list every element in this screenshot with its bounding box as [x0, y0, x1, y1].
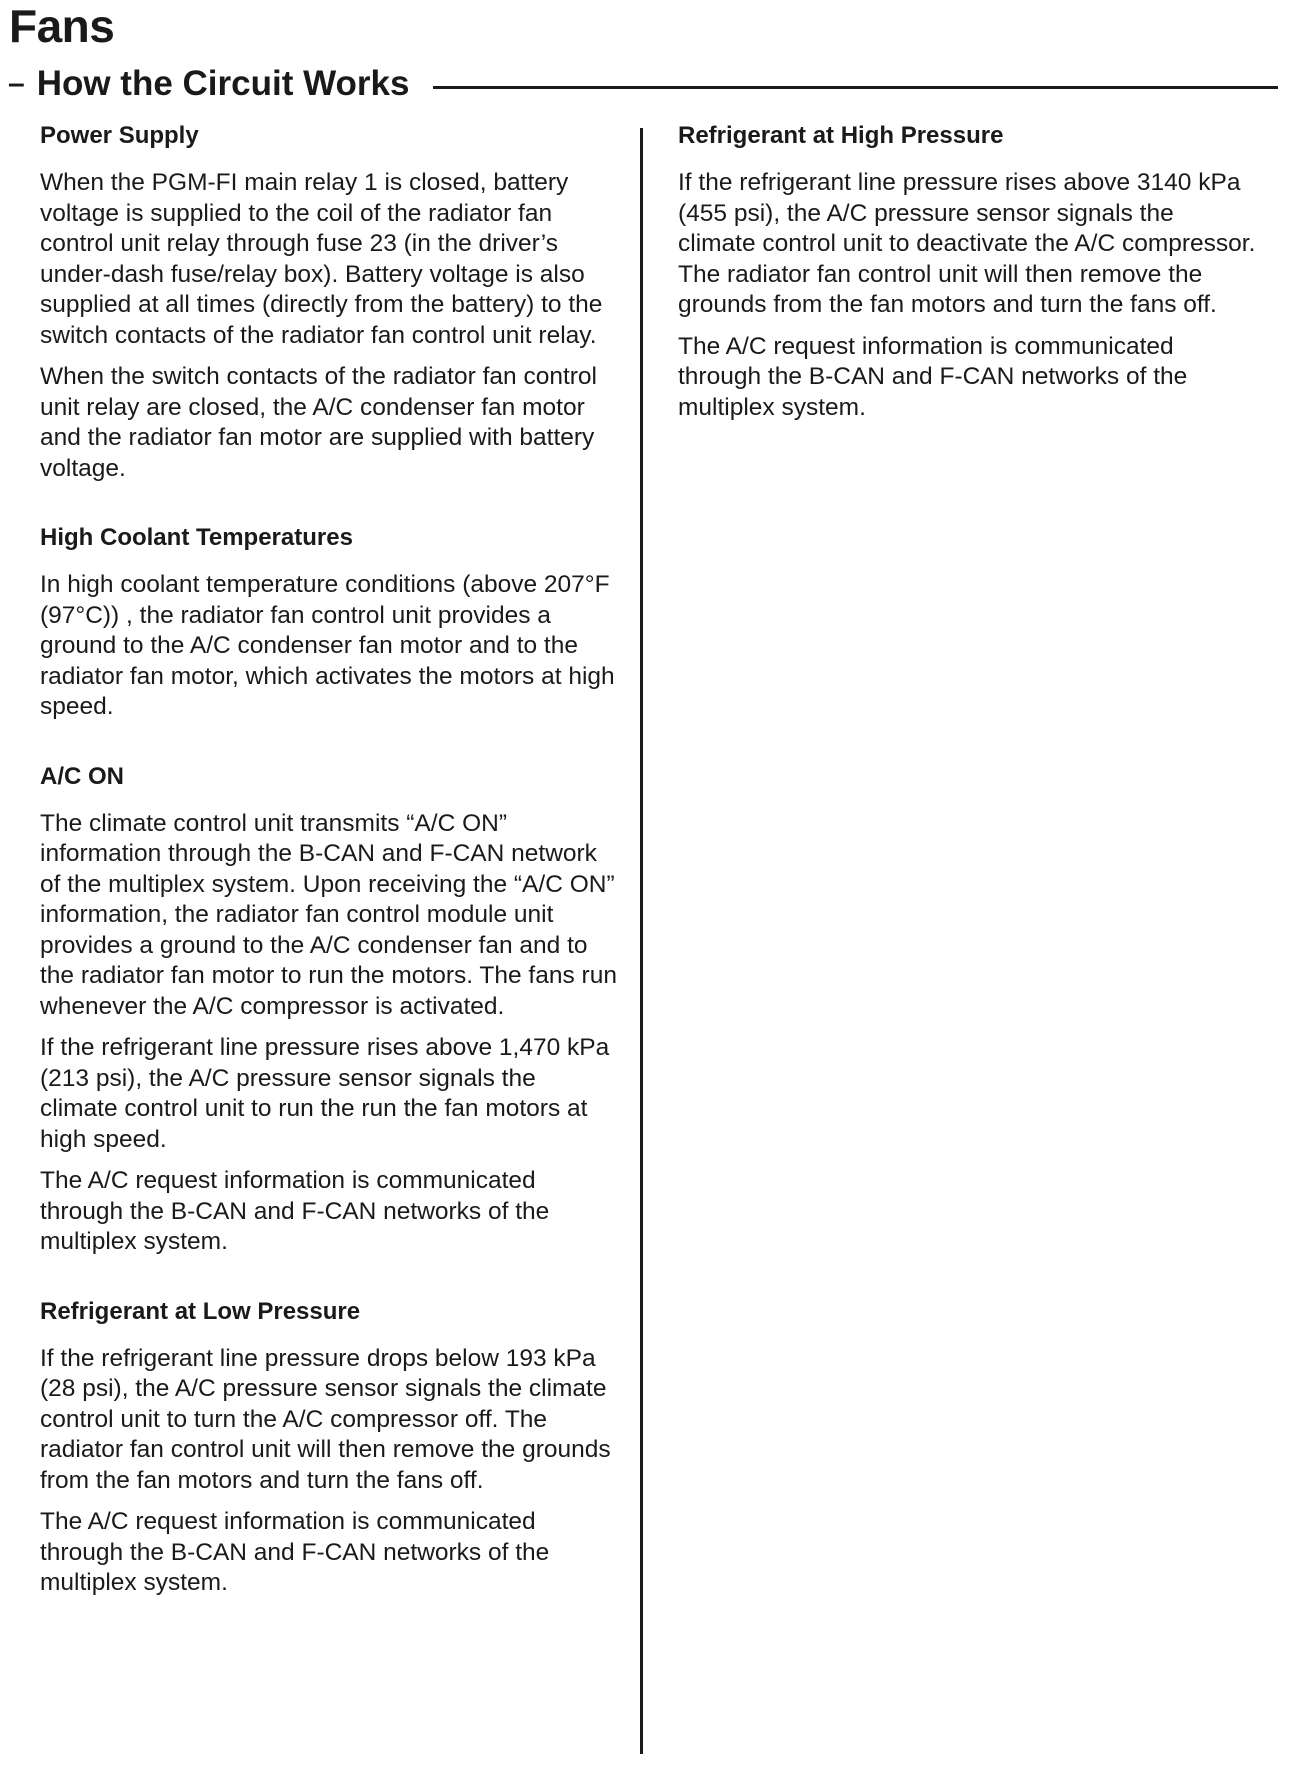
paragraph: When the switch contacts of the radiator fan control unit relay are closed, the A/C condenser fan motor and the radiator fan motor are supplied with battery voltage.: [40, 363, 597, 482]
right-column: [678, 118, 1258, 459]
left-column: [40, 118, 620, 1635]
paragraph: If the refrigerant line pressure rises above 3140 kPa (455 psi), the A/C pressure sensor signals the climate control unit to deactivate the A/C compressor. The radiator fan control unit will then remove the grounds from the fan motors and turn the fans off.: [678, 169, 1256, 318]
paragraph: The A/C request information is communicated through the B-CAN and F-CAN networks of the multiplex system.: [40, 1167, 550, 1255]
section-refrigerant-low-pressure: [40, 1294, 620, 1599]
paragraph: The A/C request information is communicated through the B-CAN and F-CAN networks of the multiplex system.: [40, 1508, 550, 1596]
paragraph: When the PGM-FI main relay 1 is closed, battery voltage is supplied to the coil of the radiator fan control unit relay through fuse 23 (in the driver’s under-dash fuse/relay box). Battery voltage is also supplied at all times (directly from the battery) to the switch contacts of the radiator fan control unit relay.: [40, 169, 603, 349]
paragraph: In high coolant temperature conditions (above 207°F (97°C)) , the radiator fan control unit provides a ground to the A/C condenser fan motor and to the radiator fan motor, which activates the motors at high speed.: [40, 571, 615, 720]
section-power-supply: [40, 118, 620, 484]
section-high-coolant-temperatures: [40, 520, 620, 723]
column-divider: [640, 128, 643, 1754]
section-title: Refrigerant at High Pressure: [678, 122, 1004, 149]
section-refrigerant-high-pressure: [678, 118, 1258, 423]
section-heading: [8, 62, 1278, 106]
paragraph: If the refrigerant line pressure rises above 1,470 kPa (213 psi), the A/C pressure sensor signals the climate control unit to run the run the fan motors at high speed.: [40, 1034, 610, 1153]
section-heading-text: How the Circuit Works: [36, 64, 410, 103]
section-title: A/C ON: [40, 762, 124, 790]
paragraph: If the refrigerant line pressure drops below 193 kPa (28 psi), the A/C pressure sensor signals the climate control unit to turn the A/C compressor off. The radiator fan control unit will then remove the grounds from the fan motors and turn the fans off.: [40, 1344, 611, 1494]
section-heading-rule: [433, 86, 1278, 89]
section-title: Power Supply: [40, 122, 199, 149]
page-title: Fans: [9, 0, 115, 52]
section-ac-on: [40, 759, 620, 1258]
section-title: Refrigerant at Low Pressure: [40, 1297, 361, 1325]
section-title: High Coolant Temperatures: [40, 524, 353, 551]
paragraph: The climate control unit transmits “A/C ON” information through the B-CAN and F-CAN network of the multiplex system. Upon receiving the “A/C ON” information, the radiator fan control module unit provides a ground to the A/C condenser fan and to the radiator fan motor to run the motors. The fans run whenever the A/C compressor is activated.: [40, 809, 617, 1020]
section-heading-dash: –: [8, 67, 25, 100]
paragraph: The A/C request information is communicated through the B-CAN and F-CAN networks of the multiplex system.: [678, 332, 1188, 421]
